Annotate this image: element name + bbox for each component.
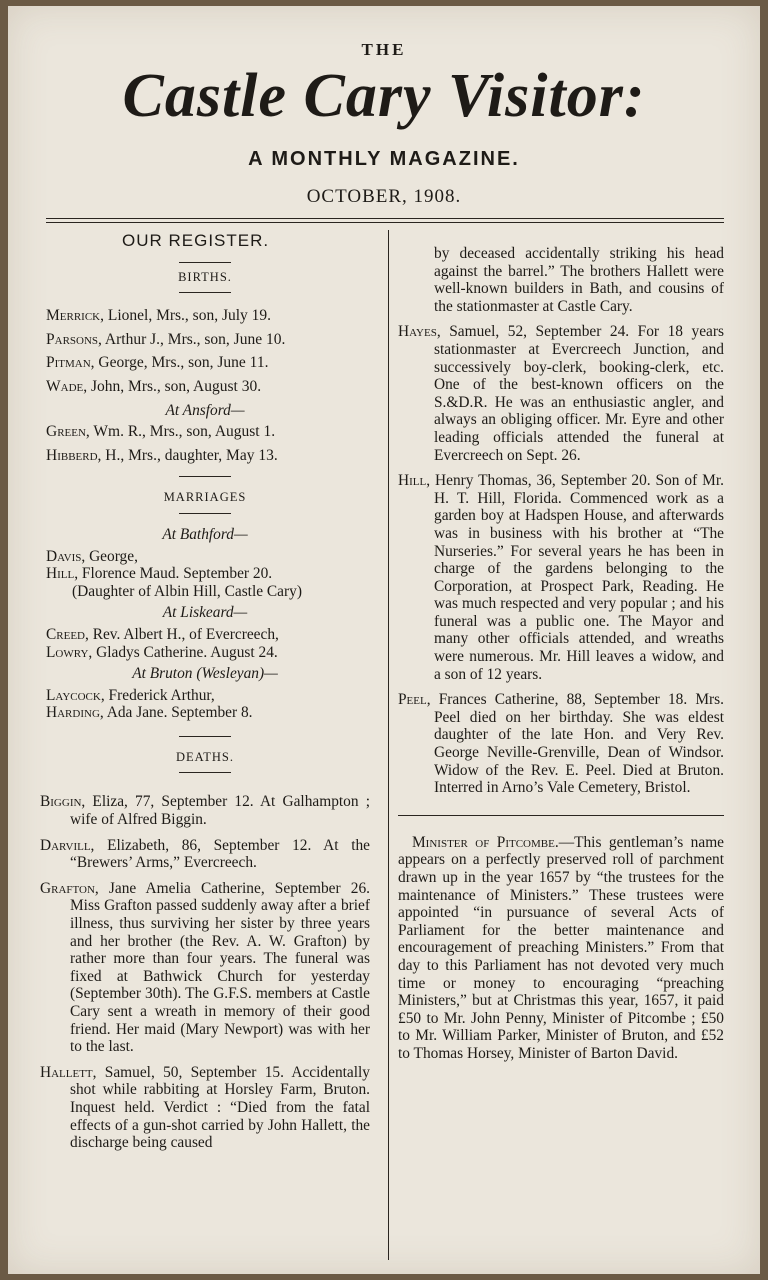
birth-entry: Wade, John, Mrs., son, August 30. xyxy=(46,377,262,395)
birth-entry: Hibberd, H., Mrs., daughter, May 13. xyxy=(46,446,278,464)
marriage-place-liskeard: At Liskeard— xyxy=(162,604,248,622)
register-title: OUR REGISTER. xyxy=(122,231,270,250)
masthead-title: Castle Cary Visitor: xyxy=(122,62,646,130)
death-entry-hayes: Hayes, Samuel, 52, September 24. For 18 years stationmaster at Evercreech Junction, and successively boy-clerk, booking-clerk, etc. One of the best-known officers on the S.&D.R. He was an enthusiastic angler, and always an obliging officer. Mr. Eyre and other leading officials attended the funeral at Evercreech on Sept. 26. xyxy=(398,323,724,464)
marriage-place-bruton: At Bruton (Wesleyan)— xyxy=(132,665,278,683)
marriage-entry: Davis, George, xyxy=(46,547,138,565)
birth-entry: Green, Wm. R., Mrs., son, August 1. xyxy=(46,423,276,441)
marriage-entry: Harding, Ada Jane. September 8. xyxy=(46,704,253,722)
masthead-subtitle: A MONTHLY MAGAZINE. xyxy=(248,148,520,170)
births-heading: BIRTHS. xyxy=(40,262,370,294)
left-column xyxy=(40,232,370,1160)
column-divider xyxy=(388,230,389,1260)
header-rule xyxy=(46,218,724,219)
birth-entry: Pitman, George, Mrs., son, June 11. xyxy=(46,354,269,372)
minister-heading: Minister of Pitcombe. xyxy=(412,833,559,851)
marriage-entry: Hill, Florence Maud. September 20. xyxy=(46,565,273,583)
issue-date: OCTOBER, 1908. xyxy=(306,186,462,207)
header-rule-2 xyxy=(46,222,724,223)
marriage-entry: Creed, Rev. Albert H., of Evercreech, xyxy=(46,625,279,643)
section-divider xyxy=(179,736,231,737)
death-entry-peel: Peel, Frances Catherine, 88, September 18. Mrs. Peel died on her birthday. She was eldest daughter of the late Hon. and Very Rev. George Neville-Grenville, Dean of Windsor. Widow of the Rev. E. Peel. Died at Bruton. Interred in Arno’s Vale Cemetery, Bristol. xyxy=(398,691,724,797)
marriage-place-bathford: At Bathford— xyxy=(162,525,248,543)
death-entry-darvill: Darvill, Elizabeth, 86, September 12. At the “Brewers’ Arms,” Evercreech. xyxy=(40,836,370,872)
death-entry-grafton: Grafton, Jane Amelia Catherine, September 26. Miss Grafton passed suddenly away after a brief illness, thus surviving her sister by three years and her brother (the Rev. A. W. Grafton) by rather more than four years. The funeral was fixed at Bathwick Church for yesterday (September 30th). The G.F.S. members at Castle Cary sent a wreath in memory of their good friend. Her maid (Mary Newport) was with her to the last. xyxy=(40,879,370,1056)
deaths-heading: DEATHS. xyxy=(40,749,370,774)
masthead-the: THE xyxy=(361,40,407,59)
section-divider xyxy=(179,476,231,477)
death-entry-hallett-continued: by deceased accidentally striking his head against the barrel.” The brothers Hallett were well-known builders in Bath, and cousins of the stationmaster at Castle Cary. xyxy=(434,245,724,315)
death-entry-biggin: Biggin, Eliza, 77, September 12. At Galhampton ; wife of Alfred Biggin. xyxy=(40,793,370,829)
marriages-heading: MARRIAGES xyxy=(40,489,370,514)
article-divider xyxy=(398,815,724,816)
right-column xyxy=(398,245,724,1063)
marriage-entry: Laycock, Frederick Arthur, xyxy=(46,686,215,704)
marriage-note: (Daughter of Albin Hill, Castle Cary) xyxy=(72,582,302,600)
birth-entry: Merrick, Lionel, Mrs., son, July 19. xyxy=(46,307,272,325)
marriage-entry: Lowry, Gladys Catherine. August 24. xyxy=(46,643,278,661)
births-place-ansford: At Ansford— xyxy=(165,401,245,419)
death-entry-hill: Hill, Henry Thomas, 36, September 20. Son of Mr. H. T. Hill, Florida. Commenced work as a garden boy at Hadspen House, and afterwards was in business with his brother at “The Nurseries.” For several years he has been in charge of the gardens belonging to the Corporation, at Prospect Park, Reading. He was much respected and very popular ; and his funeral was a public one. The Mayor and many other officials attended, and wreaths were numerous. Mr. Hill leaves a widow, and a son of 12 years. xyxy=(398,472,724,683)
birth-entry: Parsons, Arthur J., Mrs., son, June 10. xyxy=(46,330,286,348)
minister-article: Minister of Pitcombe.—This gentleman’s name appears on a perfectly preserved roll of parchment drawn up in the year 1657 by “the trustees for the maintenance of Ministers.” These trustees were appointed “in pursuance of several Acts of Parliament for the better maintenance and encouragement of preaching Ministers.” From that day to this Parliament has not devoted very much time or money to encouraging “preaching Ministers,” but at Christmas this year, 1657, it paid £50 to Mr. John Penny, Minister of Pitcombe ; £50 to Mr. William Parker, Minister of Bruton, and £52 to Thomas Horsey, Minister of Barton David. xyxy=(398,833,724,1062)
death-entry-hallett: Hallett, Samuel, 50, September 15. Accidentally shot while rabbiting at Horsley Farm, Bruton. Inquest held. Verdict : “Died from the fatal effects of a gun-shot carried by John Hallett, the discharge being caused xyxy=(40,1063,370,1152)
